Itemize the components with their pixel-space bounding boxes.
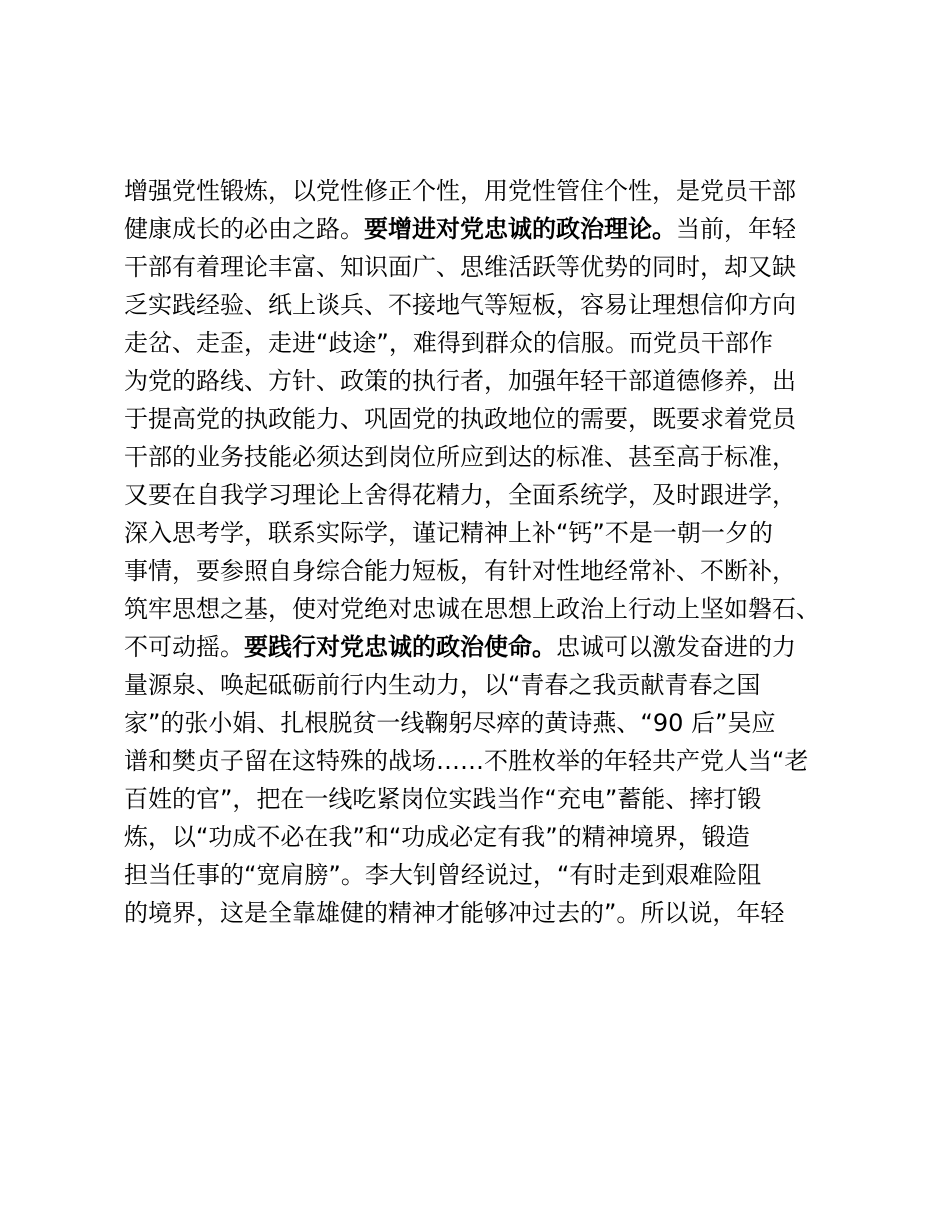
text-line [124, 248, 854, 286]
body-text: 百姓的官”，把在一线吃紧岗位实践当作“充电”蓄能、摔打锻 [124, 785, 762, 813]
text-line [124, 704, 854, 742]
text-line [124, 476, 854, 514]
body-text: 走岔、走歪，走进“歧途”，难得到群众的信服。而党员干部作 [124, 329, 773, 357]
body-text: 忠诚可以激发奋进的力 [556, 633, 796, 661]
body-text: 深入思考学，联系实际学，谨记精神上补“钙”不是一朝一夕的 [124, 519, 773, 547]
text-line [124, 210, 854, 248]
body-text: 乏实践经验、纸上谈兵、不接地气等短板，容易让理想信仰方向 [124, 291, 796, 319]
body-paragraph [124, 172, 854, 932]
text-line [124, 286, 854, 324]
body-text: 事情，要参照自身综合能力短板，有针对性地经常补、不断补， [124, 557, 796, 585]
text-line [124, 552, 854, 590]
text-line [124, 362, 854, 400]
body-text: 增强党性锻炼，以党性修正个性，用党性管住个性，是党员干部 [124, 177, 796, 205]
text-line [124, 780, 854, 818]
body-text: 于提高党的执政能力、巩固党的执政地位的需要，既要求着党员 [124, 405, 796, 433]
body-text: 谱和樊贞子留在这特殊的战场……不胜枚举的年轻共产党人当“老 [124, 747, 809, 775]
text-line [124, 438, 854, 476]
body-text: 不可动摇。 [124, 633, 244, 661]
body-text: 炼，以“功成不必在我”和“功成必定有我”的精神境界，锻造 [124, 823, 750, 851]
text-line [124, 856, 854, 894]
text-line [124, 894, 854, 932]
body-text: 量源泉、唤起砥砺前行内生动力，以“青春之我贡献青春之国 [124, 671, 761, 699]
body-text: 筑牢思想之基，使对党绝对忠诚在思想上政治上行动上坚如磐石、 [124, 595, 820, 623]
body-text: 健康成长的必由之路。 [124, 215, 364, 243]
body-text: 干部有着理论丰富、知识面广、思维活跃等优势的同时，却又缺 [124, 253, 796, 281]
text-line [124, 324, 854, 362]
body-text: 担当任事的“宽肩膀”。李大钊曾经说过，“有时走到艰难险阻 [124, 861, 762, 889]
text-line [124, 400, 854, 438]
body-text: 家”的张小娟、扎根脱贫一线鞠躬尽瘁的黄诗燕、“90 后”吴应 [124, 709, 776, 737]
body-text: 的境界，这是全靠雄健的精神才能够冲过去的”。所以说，年轻 [124, 899, 785, 927]
body-text: 当前，年轻 [676, 215, 796, 243]
text-line [124, 514, 854, 552]
text-line [124, 818, 854, 856]
body-text: 为党的路线、方针、政策的执行者，加强年轻干部道德修养，出 [124, 367, 796, 395]
body-text: 干部的业务技能必须达到岗位所应到达的标准、甚至高于标准， [124, 443, 796, 471]
text-line [124, 590, 854, 628]
text-line [124, 172, 854, 210]
bold-heading-text: 要增进对党忠诚的政治理论。 [364, 215, 676, 243]
bold-heading-text: 要践行对党忠诚的政治使命。 [244, 633, 556, 661]
text-line [124, 628, 854, 666]
text-line [124, 666, 854, 704]
body-text: 又要在自我学习理论上舍得花精力，全面系统学，及时跟进学， [124, 481, 796, 509]
text-line [124, 742, 854, 780]
